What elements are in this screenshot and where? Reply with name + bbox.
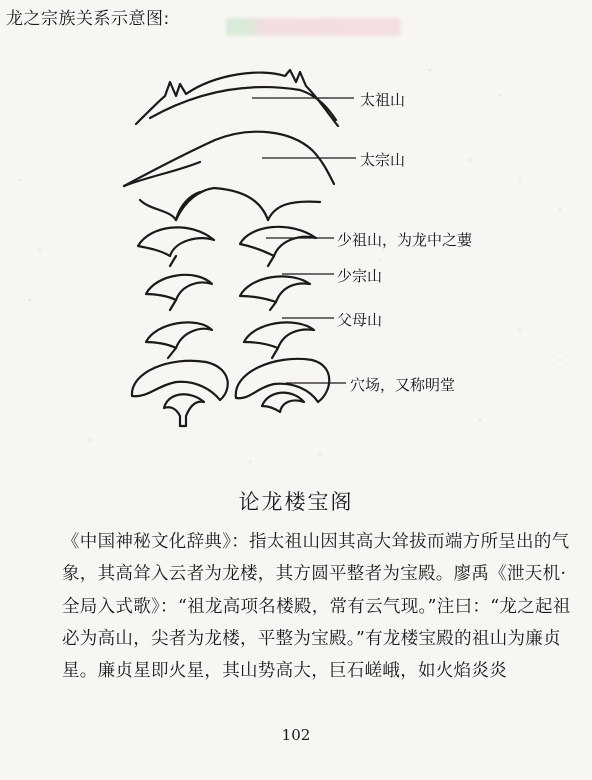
- right-chain-spine: [268, 256, 278, 358]
- label-shaozu: 少祖山，为龙中之葽: [337, 231, 473, 249]
- left-xuechang-inner: [164, 394, 204, 426]
- label-fumu: 父母山: [337, 311, 383, 329]
- right-xuechang-inner: [262, 393, 304, 412]
- left-branch: [140, 192, 200, 220]
- left-chain-spine: [168, 256, 176, 358]
- watermark-blur: [226, 18, 401, 36]
- dragon-lineage-diagram: [0, 60, 592, 440]
- right-branch: [268, 202, 320, 220]
- right-xuechang-outer: [236, 359, 330, 402]
- body-text: [62, 526, 582, 687]
- page-number: 102: [281, 726, 311, 744]
- right-fumu: [244, 322, 314, 348]
- body-paragraph: 《中国神秘文化辞典》：指太祖山因其高大耸拔而端方所呈出的气象，其高耸入云者为龙楼，其方圆平整者为宝殿。廖禹《泄天机·全局入式歌》：“祖龙高项名楼殿，常有云气现。”注曰：“龙之起祖必为高山，尖者为龙楼，平整为宝殿。”有龙楼宝殿的祖山为廉贞星。廉贞星即火星，其山势高大，巨石嵯峨，如火焰炎炎: [62, 532, 571, 682]
- label-taizu: 太祖山: [360, 91, 406, 109]
- label-xuechang: 穴场，又称明堂: [350, 376, 456, 394]
- right-shaozong: [240, 276, 310, 302]
- top-connector: [176, 188, 268, 220]
- taizong-mountain: [124, 132, 334, 186]
- left-shaozu: [138, 227, 214, 256]
- left-shaozong: [146, 275, 212, 300]
- label-shaozong: 少宗山: [337, 267, 383, 285]
- right-shaozu: [240, 227, 316, 256]
- label-taizong: 太宗山: [360, 151, 406, 169]
- diagram-caption: 龙之宗族关系示意图:: [6, 9, 170, 29]
- left-fumu: [146, 322, 212, 348]
- section-title: 论龙楼宝阁: [238, 490, 354, 514]
